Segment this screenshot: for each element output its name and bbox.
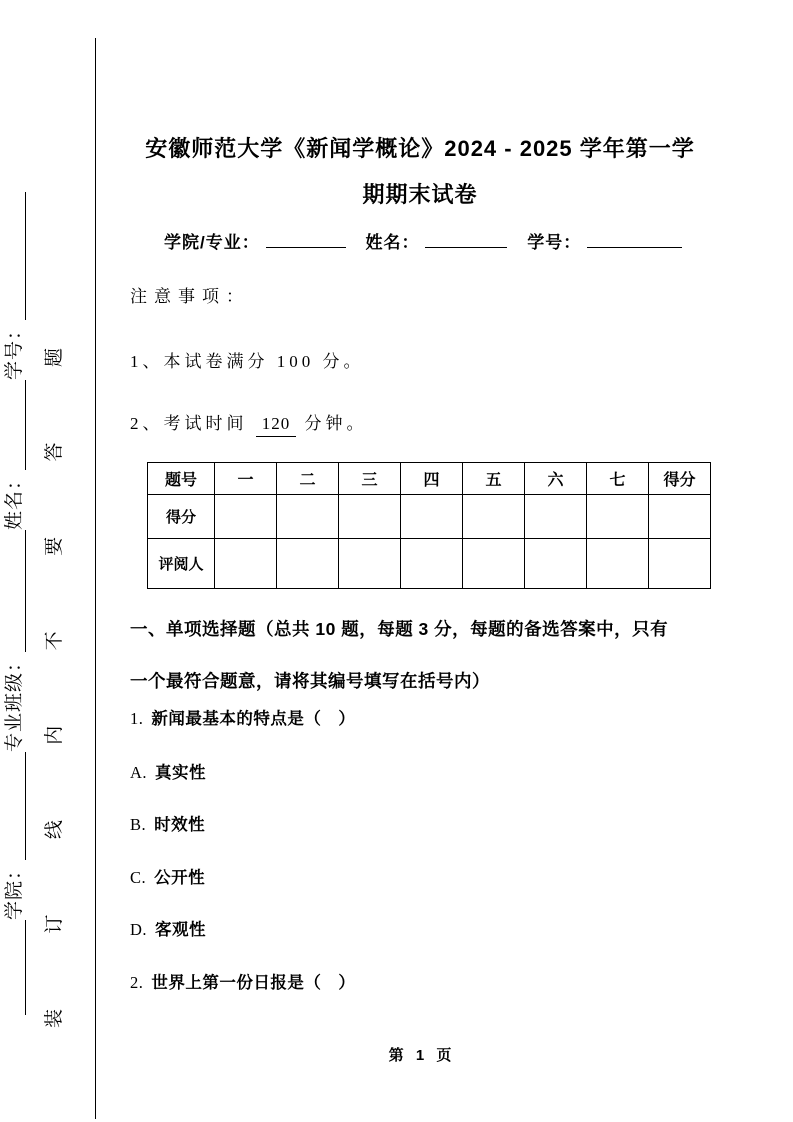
score-cell xyxy=(215,495,277,539)
row-label-reviewer: 评阅人 xyxy=(148,539,215,589)
seal-char: 答 xyxy=(44,442,65,462)
option-b-text: 时效性 xyxy=(154,816,206,834)
section1-heading xyxy=(130,603,714,707)
section1-heading-line1: 一、单项选择题（总共 10 题，每题 3 分，每题的备选答案中，只有 xyxy=(130,619,669,639)
binding-student-fields xyxy=(0,125,30,1015)
option-a-text: 真实性 xyxy=(155,764,207,782)
question-1-option-b xyxy=(130,811,205,839)
question-1-option-a xyxy=(130,759,206,787)
option-d-label: D. xyxy=(130,920,148,939)
question-1-number: 1. xyxy=(130,709,144,728)
student-id-label: 学号： xyxy=(4,319,25,380)
col-header: 六 xyxy=(525,463,587,495)
name-blank-line xyxy=(0,530,26,652)
option-a-label: A. xyxy=(130,763,148,782)
col-header: 七 xyxy=(587,463,649,495)
name-label: 姓名： xyxy=(4,469,25,530)
score-cell xyxy=(587,495,649,539)
trailing-blank-line xyxy=(0,192,26,320)
reviewer-cell xyxy=(463,539,525,589)
name-field-label: 姓名： xyxy=(365,233,420,252)
notice-item-2 xyxy=(130,412,368,437)
col-header: 三 xyxy=(339,463,401,495)
seal-char: 线 xyxy=(44,820,65,840)
student-id-blank xyxy=(587,230,682,248)
reviewer-cell xyxy=(525,539,587,589)
section1-heading-line2: 一个最符合题意，请将其编号填写在括号内） xyxy=(130,671,490,691)
student-id-field-label: 学号： xyxy=(527,233,582,252)
question-1-option-d xyxy=(130,916,206,944)
col-header: 五 xyxy=(463,463,525,495)
page-title xyxy=(128,126,712,218)
student-info-line xyxy=(164,230,682,255)
question-2-text: 世界上第一份日报是（ ） xyxy=(151,974,356,992)
reviewer-cell xyxy=(277,539,339,589)
seal-char: 内 xyxy=(44,725,65,745)
reviewer-cell xyxy=(587,539,649,589)
question-2 xyxy=(130,969,355,997)
reviewer-cell xyxy=(215,539,277,589)
score-table-header-row xyxy=(148,463,711,495)
question-1-option-c xyxy=(130,864,205,892)
title-line-1: 安徽师范大学《新闻学概论》2024 - 2025 学年第一学 xyxy=(145,136,695,161)
class-label: 专业班级： xyxy=(4,651,25,752)
seal-char: 不 xyxy=(44,631,65,651)
question-1 xyxy=(130,705,355,733)
score-cell xyxy=(401,495,463,539)
reviewer-cell xyxy=(649,539,711,589)
name-blank xyxy=(425,230,507,248)
option-b-label: B. xyxy=(130,815,147,834)
score-table xyxy=(147,462,711,589)
option-c-label: C. xyxy=(130,868,147,887)
seal-char: 装 xyxy=(44,1008,65,1028)
page-number: 第 1 页 xyxy=(388,1047,456,1064)
score-cell xyxy=(649,495,711,539)
col-header: 四 xyxy=(401,463,463,495)
col-header: 一 xyxy=(215,463,277,495)
binding-line-rule xyxy=(95,38,96,1119)
class-blank-line xyxy=(0,752,26,860)
notice-heading: 注意事项： xyxy=(130,287,250,306)
title-line-2: 期期末试卷 xyxy=(362,182,478,207)
reviewer-cell xyxy=(401,539,463,589)
seal-text xyxy=(40,348,70,1028)
col-header: 得分 xyxy=(649,463,711,495)
college-label: 学院： xyxy=(4,859,25,920)
seal-char: 订 xyxy=(44,914,65,934)
score-cell xyxy=(339,495,401,539)
question-1-text: 新闻最基本的特点是（ ） xyxy=(151,710,356,728)
exam-duration-value: 120 xyxy=(256,412,297,437)
score-cell xyxy=(463,495,525,539)
college-blank-line xyxy=(0,920,26,1015)
exam-duration-prefix: 2、考试时间 xyxy=(130,414,248,433)
question-2-number: 2. xyxy=(130,973,144,992)
row-label-score: 得分 xyxy=(148,495,215,539)
notice-item-1: 1、本试卷满分 100 分。 xyxy=(130,352,365,371)
exam-duration-suffix: 分钟。 xyxy=(304,414,368,433)
score-row xyxy=(148,495,711,539)
option-d-text: 客观性 xyxy=(155,921,207,939)
reviewer-cell xyxy=(339,539,401,589)
score-cell xyxy=(277,495,339,539)
col-header: 题号 xyxy=(148,463,215,495)
college-major-field-label: 学院/专业： xyxy=(164,233,260,252)
seal-char: 要 xyxy=(44,536,65,556)
score-cell xyxy=(525,495,587,539)
seal-char: 题 xyxy=(44,348,65,368)
reviewer-row xyxy=(148,539,711,589)
student-id-blank-line xyxy=(0,380,26,470)
college-major-blank xyxy=(266,230,346,248)
col-header: 二 xyxy=(277,463,339,495)
option-c-text: 公开性 xyxy=(154,869,206,887)
